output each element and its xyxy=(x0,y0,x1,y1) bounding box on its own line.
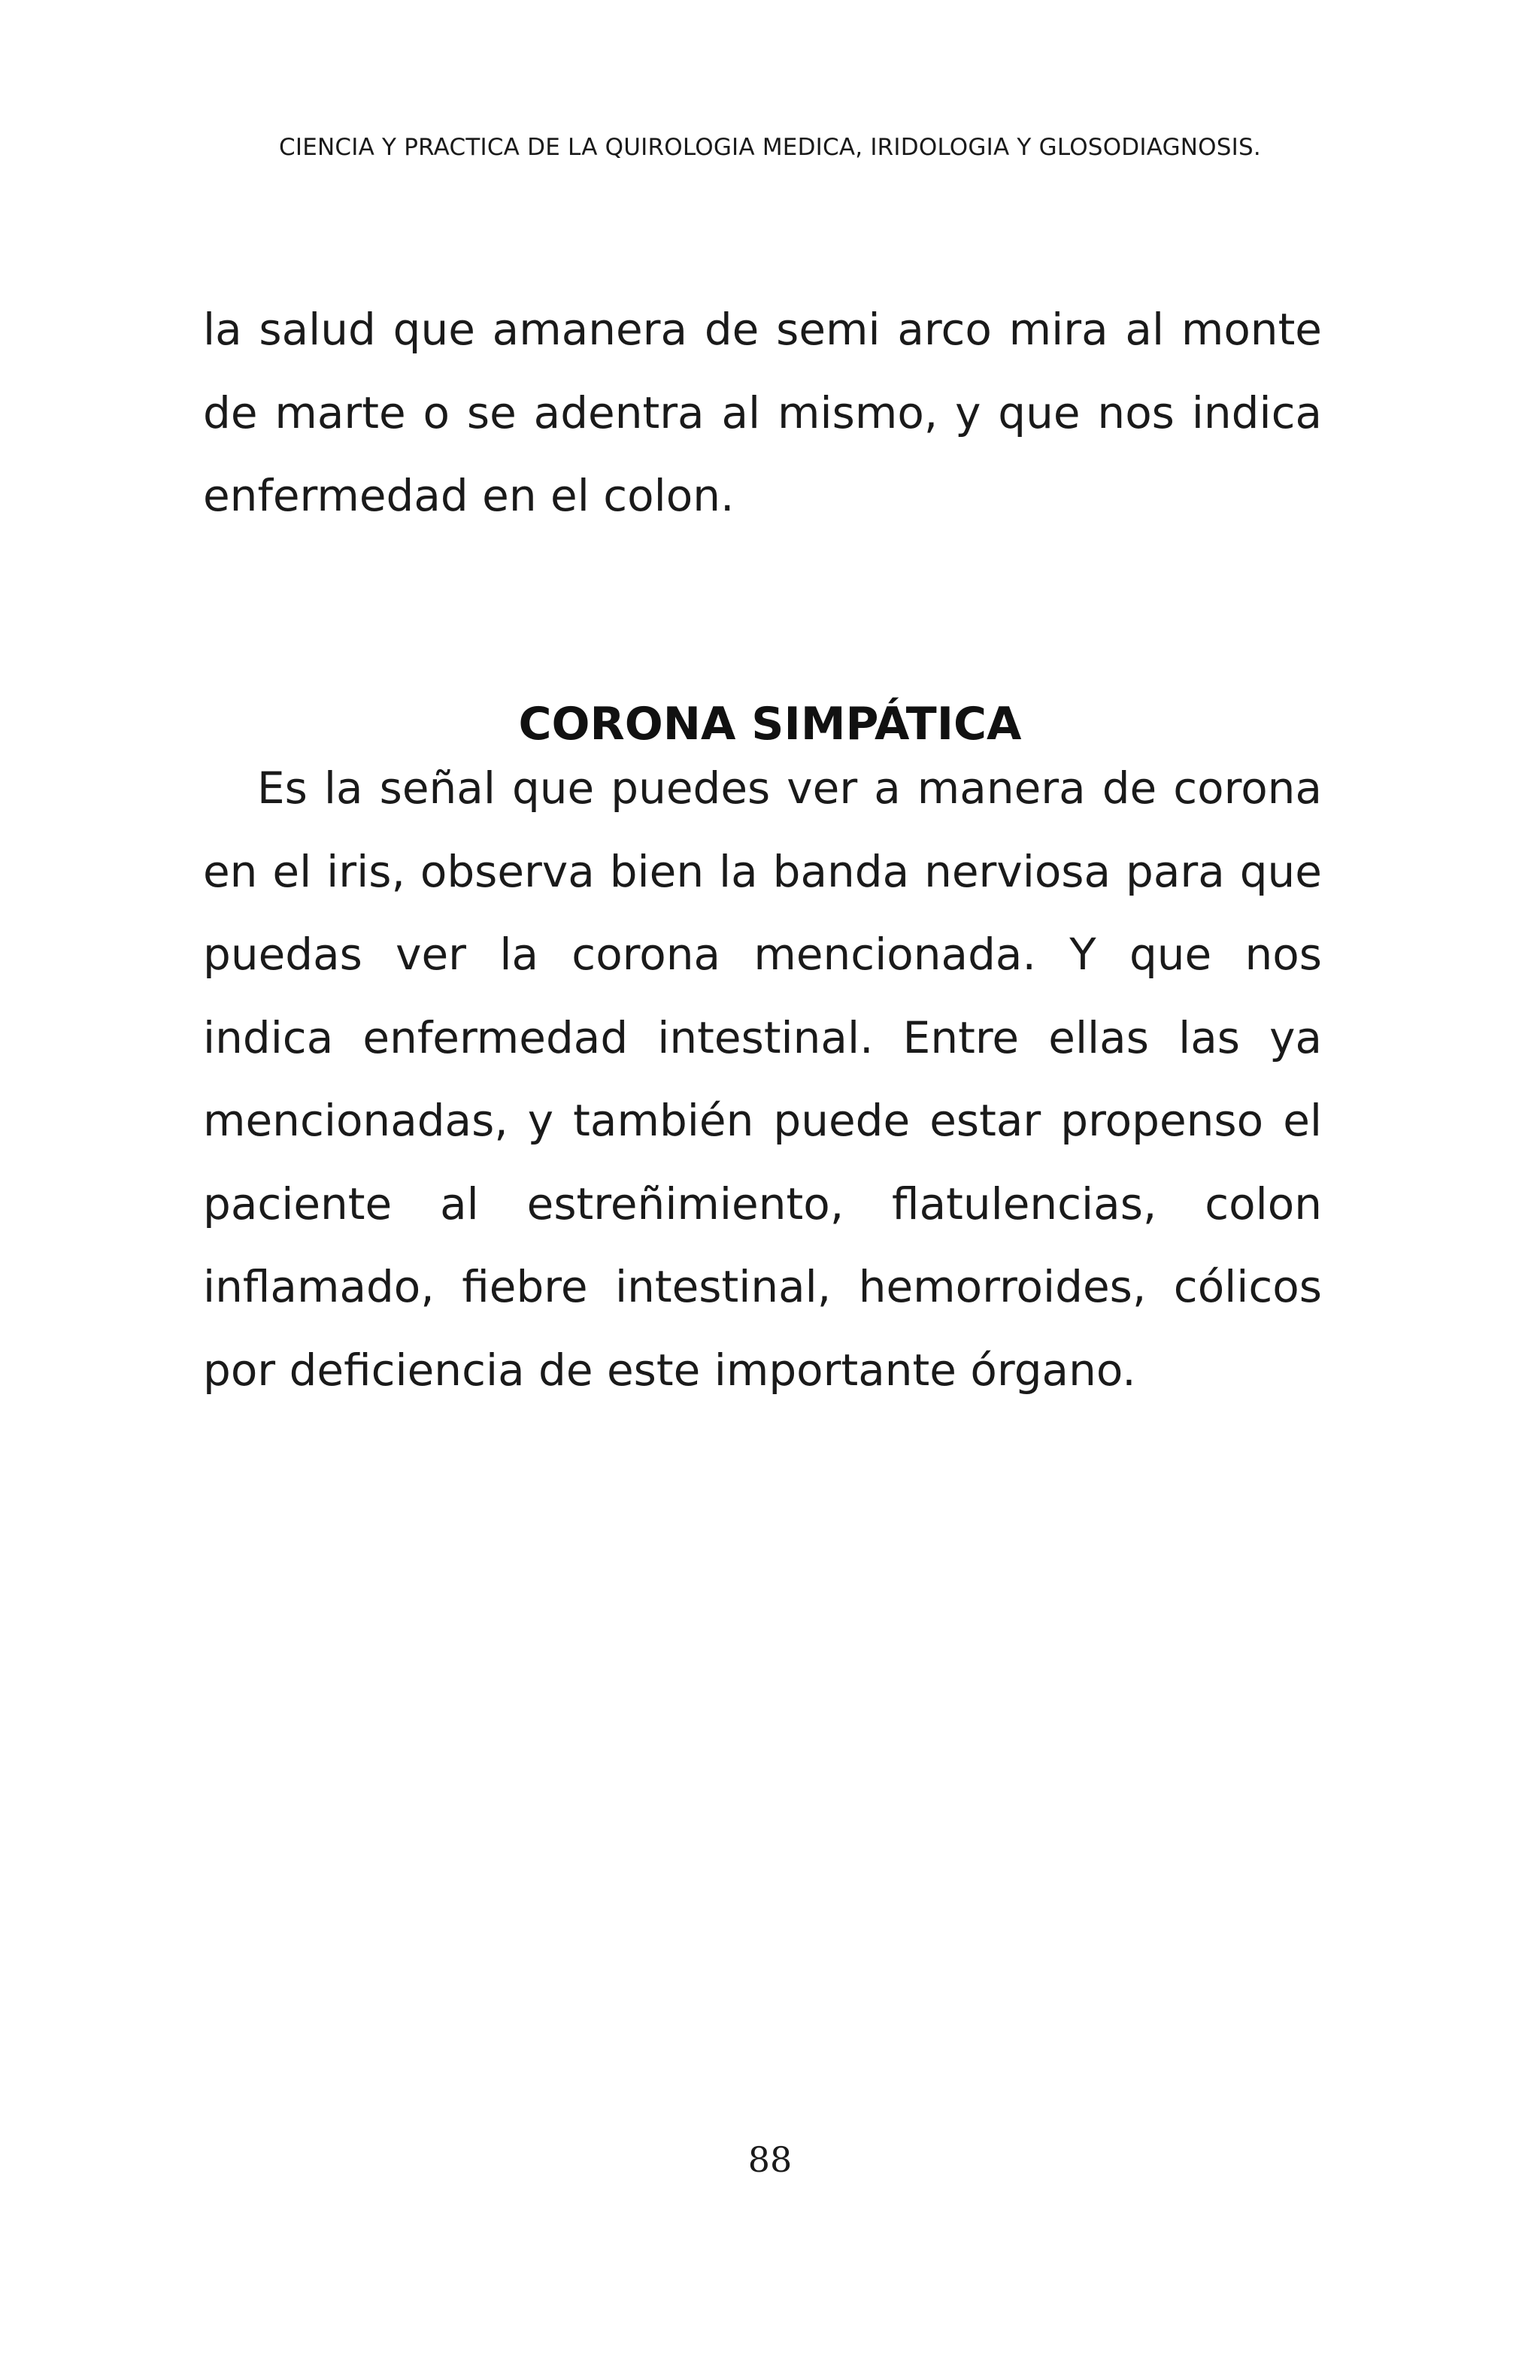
running-header: CIENCIA Y PRACTICA DE LA QUIROLOGIA MEDICA, IRIDOLOGIA Y GLOSODIAGNOSIS. xyxy=(279,134,1261,161)
continued-paragraph: la salud que amanera de semi arco mira al monte de marte o se adentra al mismo, y que nos indica enfermedad en el colon. xyxy=(203,304,1322,521)
page-number: 88 xyxy=(747,2139,793,2180)
section-heading: CORONA SIMPÁTICA xyxy=(518,697,1022,750)
section-paragraph: Es la señal que puedes ver a manera de corona en el iris, observa bien la banda nerviosa para que puedas ver la corona mencionada. Y que nos indica enfermedad intestinal. Entre ellas las ya mencionadas, y también puede estar propenso el paciente al estreñimiento, flatulencias, colon inflamado, fiebre intestinal, hemorroides, cólicos por deficiencia de este importante órgano. xyxy=(203,763,1322,1396)
